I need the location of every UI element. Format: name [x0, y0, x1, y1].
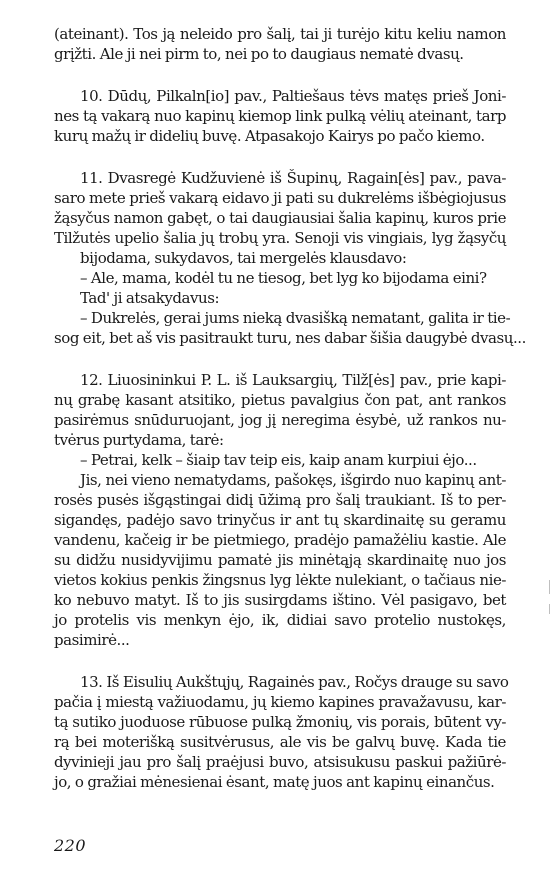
text-line: su didžu nusidyvijimu pamatė jis minėtąją skardinaitę nuo jos [54, 551, 506, 569]
text-line: pasimirė... [54, 631, 130, 649]
text-line: tą sutiko juoduose rūbuose pulką žmonių, vis porais, būtent vy- [54, 713, 506, 731]
page-edge-mark [549, 604, 550, 614]
text-line: pasirėmus snūduruojant, jog jį neregima ėsybė, už rankos nu- [54, 411, 506, 429]
text-line: nų grabę kasant atsitiko, pietus pavalgius čon pat, ant rankos [54, 391, 506, 409]
text-line: rą bei moterišką susitvėrusus, ale vis be galvų buvę. Kada tie [54, 733, 506, 751]
text-line: – Petrai, kelk – šiaip tav teip eis, kaip anam kurpiui ėjo... [80, 451, 477, 469]
text-line: jo protelis vis menkyn ėjo, ik, didiai savo protelio nustokęs, [54, 611, 506, 629]
text-line: žąsyčus namon gabęt, o tai daugiausiai šalia kapinų, kuros prie [54, 209, 506, 227]
text-line: sog eit, bet aš vis pasitraukt turu, nes dabar šišia daugybė dvasų... [54, 329, 526, 347]
text-line: rosės pusės išgąstingai didį ūžimą pro šalį traukiant. Iš to per- [54, 491, 506, 509]
text-line: (ateinant). Tos ją neleido pro šalį, tai ji turėjo kitu keliu namon [54, 25, 506, 43]
text-line: nes tą vakarą nuo kapinų kiemop link pulką vėlių ateinant, tarp [54, 107, 506, 125]
page-edge-mark [549, 580, 550, 594]
text-line: dyvinieji jau pro šalį praėjusi buvo, atsisukusu paskui pažiūrė- [54, 753, 506, 771]
text-line: 10. Dūdų, Pilkaln[io] pav., Paltiešaus tėvs matęs prieš Joni- [80, 87, 506, 105]
book-page [54, 24, 526, 855]
page-number: 220 [54, 836, 87, 855]
text-line: – Dukrelės, gerai jums nieką dvasišką nematant, galita ir tie- [80, 309, 511, 327]
text-line: ko nebuvo matyt. Iš to jis susirgdams ištino. Vėl pasigavo, bet [54, 591, 506, 609]
text-line: kurų mažų ir didelių buvę. Atpasakojo Kairys po pačo kiemo. [54, 127, 485, 145]
text-line: Jis, nei vieno nematydams, pašokęs, išgirdo nuo kapinų ant- [80, 471, 506, 489]
text-line: saro mete prieš vakarą eidavo ji pati su dukrelėms išbėgiojusus [54, 189, 506, 207]
text-line: Tad' ji atsakydavus: [80, 289, 220, 307]
text-line: tvėrus purtydama, tarė: [54, 431, 224, 449]
text-line: jo, o gražiai mėnesienai ėsant, matę juos ant kapinų einančus. [54, 773, 495, 791]
text-line: vietos kokius penkis žingsnus lyg lėkte nulekiant, o tačiaus nie- [54, 571, 506, 589]
text-line: 11. Dvasregė Kudžuvienė iš Šupinų, Ragain[ės] pav., pava- [80, 169, 506, 187]
text-line: grįžti. Ale ji nei pirm to, nei po to daugiaus nematė dvasų. [54, 45, 464, 63]
text-line: Tilžutės upelio šalia jų trobų yra. Senoji vis vingiais, lyg žąsyčų [54, 229, 506, 247]
text-line: sigandęs, padėjo savo trinyčus ir ant tų skardinaitę su geramu [54, 511, 506, 529]
text-line: 12. Liuosininkui P. L. iš Lauksargių, Tilž[ės] pav., prie kapi- [80, 371, 506, 389]
text-line: pačia į miestą važiuodamu, jų kiemo kapines pravažavusu, kar- [54, 693, 506, 711]
text-line: bijodama, sukydavos, tai mergelės klausdavo: [80, 249, 407, 267]
text-line: 13. Iš Eisulių Aukštųjų, Ragainės pav., Ročys drauge su savo [80, 673, 509, 691]
text-line: – Ale, mama, kodėl tu ne tiesog, bet lyg ko bijodama eini? [80, 269, 487, 287]
text-line: vandenu, kačeig ir be pietmiego, pradėjo pamažėliu kastie. Ale [54, 531, 506, 549]
